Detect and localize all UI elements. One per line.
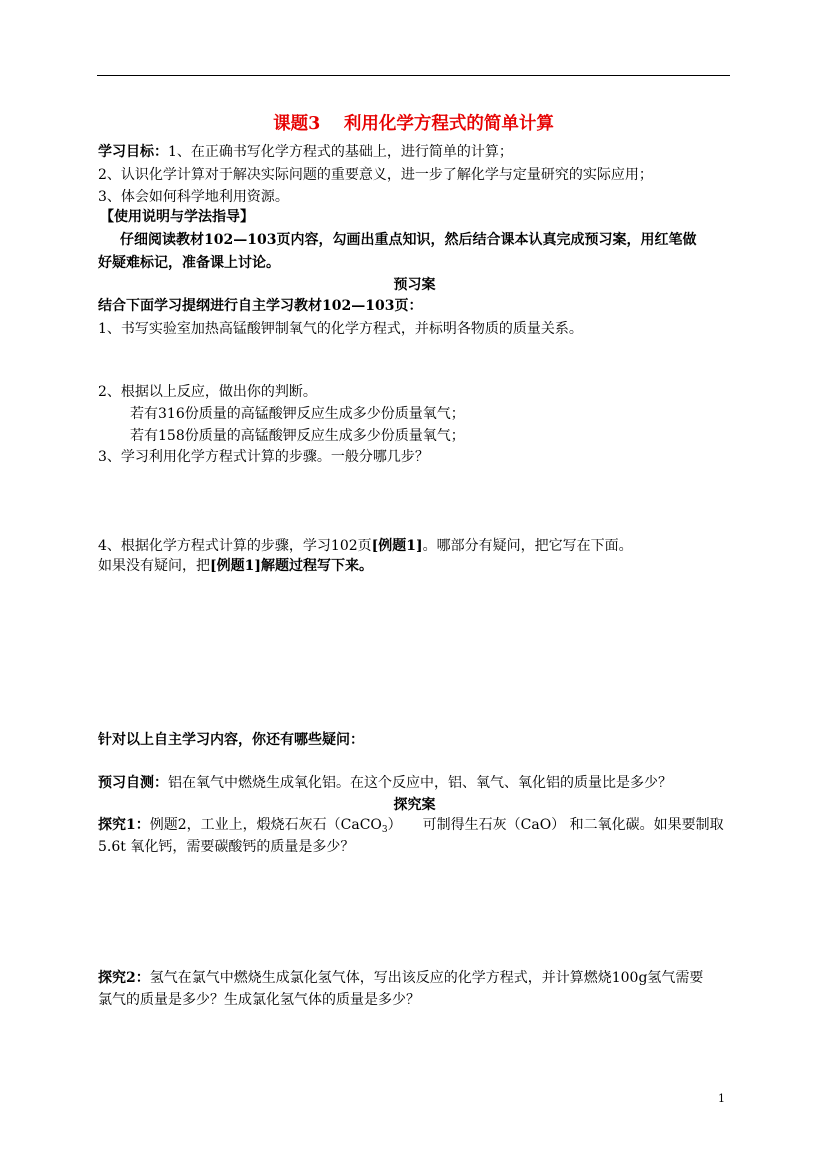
page-number: 1 [718,1092,725,1105]
explore-1-line-1 [98,816,724,834]
objectives-line-1 [98,143,513,161]
preview-question-1: 1、书写实验室加热高锰酸钾制氧气的化学方程式，并标明各物质的质量关系。 [98,321,583,337]
explore-1-line-2: 5.6t 氧化钙，需要碳酸钙的质量是多少？ [98,839,355,855]
explore-2-label: 探究2： [98,970,150,986]
preview-question-2: 2、根据以上反应，做出你的判断。 [98,384,317,400]
preview-question-2a: 若有316份质量的高锰酸钾反应生成多少份质量氧气； [130,406,465,422]
objectives-label: 学习目标： [98,144,168,160]
guide-heading: 【使用说明与学法指导】 [100,209,254,225]
q4-text-pre: 4、根据化学方程式计算的步骤，学习102页 [98,538,372,554]
q4-text-post: 。哪部分有疑问，把它写在下面。 [422,538,633,554]
page-title: 课题3 利用化学方程式的简单计算 [273,114,554,134]
explore-2-text-a: 氢气在氯气中燃烧生成氯化氢气体，写出该反应的化学方程式，并计算燃烧100g氢气需要 [149,970,704,986]
doubts-prompt: 针对以上自主学习内容，你还有哪些疑问： [98,732,364,748]
explore-heading: 探究案 [393,797,436,813]
explore-2-line-2: 氯气的质量是多少？生成氯化氢气体的质量是多少？ [98,992,420,1008]
preview-question-2b: 若有158份质量的高锰酸钾反应生成多少份质量氧气； [130,428,465,444]
preview-question-3: 3、学习利用化学方程式计算的步骤。一般分哪几步？ [98,449,429,465]
preview-heading: 预习案 [393,277,436,293]
preview-intro: 结合下面学习提纲进行自主学习教材102—103页： [98,298,423,314]
self-test [98,774,672,792]
preview-question-4 [98,537,633,555]
guide-line-2: 好疑难标记，准备课上讨论。 [98,255,280,271]
q4-example-ref: [例题1] [371,538,423,554]
explore-2-line-1 [98,969,703,987]
q4b-text-bold: [例题1]解题过程写下来。 [210,558,373,574]
objective-item-3: 3、体会如何科学地利用资源。 [98,189,289,205]
explore-1-label: 探究1： [98,817,150,833]
header-rule [97,75,730,76]
self-test-label: 预习自测： [98,775,168,791]
objective-item-2: 2、认识化学计算对于解决实际问题的重要意义，进一步了解化学与定量研究的实际应用； [98,167,653,183]
q4b-text-pre: 如果没有疑问，把 [98,558,210,574]
self-test-text: 铝在氧气中燃烧生成氧化铝。在这个反应中，铝、氧气、氧化铝的质量比是多少？ [168,775,672,791]
objective-item-1: 1、在正确书写化学方程式的基础上，进行简单的计算； [168,144,513,160]
preview-question-4b [98,557,373,575]
explore-1-subscript: 3 [381,825,388,835]
guide-line-1: 仔细阅读教材102—103页内容，勾画出重点知识，然后结合课本认真完成预习案，用红笔做 [120,232,697,248]
explore-1-text-a: 例题2，工业上，煅烧石灰石（CaCO [149,817,382,833]
explore-1-text-b: ） 可制得生石灰（CaO） 和二氧化碳。如果要制取 [387,817,724,833]
